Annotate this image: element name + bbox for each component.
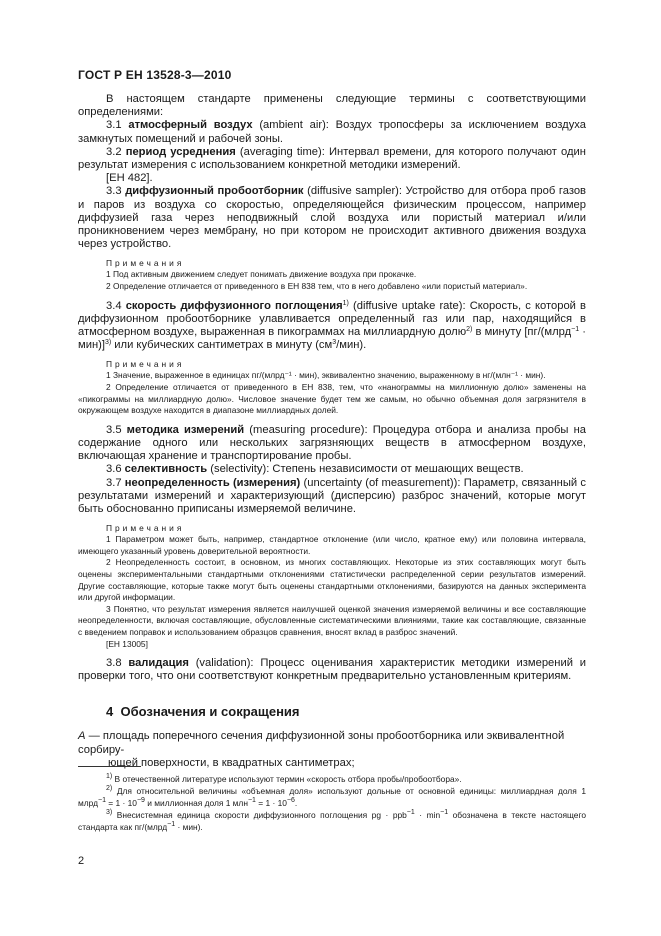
def-number: 3.3 <box>106 185 126 198</box>
exponent: −1 <box>98 797 106 804</box>
note-3-4-2: 2 Определение отличается от приведенного в ЕН 838, тем, что «нанограммы на миллионную долю» заменены на «пикограммы на миллиардную долю». Числовое значение будет тем же самым, но обычно объемная доля загрязнителя в окружающем воздухе находится в диапазоне миллиардных долей. <box>78 382 586 416</box>
definition-3-4 <box>78 300 586 353</box>
def-term: методика измерений <box>126 423 245 436</box>
page-number: 2 <box>78 855 85 867</box>
definition-3-6 <box>78 463 586 476</box>
footnote-text: = 1 · 10 <box>255 798 287 808</box>
notes-label: Примечания <box>106 523 185 534</box>
exponent: −9 <box>136 797 145 804</box>
def-text: в минуту [пг/(млрд <box>472 326 572 339</box>
footnote-2 <box>78 785 586 809</box>
footnote-text: = 1 · 10 <box>105 798 137 808</box>
footnote-ref: 2) <box>466 326 473 334</box>
definition-3-3 <box>78 185 586 251</box>
footnote-text: В отечественной литературе используют термин «скорость отбора пробы/пробоотбора». <box>112 774 462 784</box>
def-text: (selectivity): Степень независимости от мешающих веществ. <box>207 463 524 476</box>
reference-en13005: [ЕН 13005] <box>106 638 148 649</box>
def-text: (uncertainty (of measurement)): Параметр, связанный с результатами измерений и характеризующий (дисперсию) разброс значений, которые могут быть обоснованно приписаны измеряемой величине. <box>78 476 586 516</box>
notes-label: Примечания <box>106 359 185 370</box>
footnote-mark: 3) <box>106 809 113 816</box>
symbol-text-continued: ющей поверхности, в квадратных сантиметрах; <box>108 757 355 770</box>
def-text: (validation): Процесс оценивания характеристик методики измерений и проверки того, что они соответствуют конкретным предварительно установленным критериям. <box>78 657 586 683</box>
footnote-mark: 2) <box>106 785 113 792</box>
def-number: 3.1 <box>106 119 129 132</box>
exponent: −1 <box>247 797 256 804</box>
definition-3-5 <box>78 424 586 464</box>
exponent: −6 <box>286 797 295 804</box>
def-term: селективность <box>124 463 208 476</box>
def-text: (diffusive sampler): Устройство для отбора проб газов и паров из воздуха со скоростью, определяющейся физическим процессом, например диффузией газа через неподвижный слой воздуха или пористый материал и/или проникновением через мембрану, но при котором не происходит активного движения воздуха через устройство. <box>78 185 586 251</box>
def-term: скорость диффузионного поглощения <box>125 299 343 312</box>
section-number: 4 <box>106 704 114 719</box>
section-heading <box>106 704 300 719</box>
def-text: (diffusive uptake rate): Скорость, с которой в диффузионном пробоотборнике улавливается определенный газ или пар, находящийся в атмосферном воздухе, выраженная в пикограммах на миллиардную долю <box>78 299 586 339</box>
note-3-7-1: 1 Параметром может быть, например, стандартное отклонение (или число, кратное ему) или половина интервала, имеющего указанный уровень доверительной вероятности. <box>78 534 586 556</box>
exponent: −1 <box>167 821 176 828</box>
footnote-text: и миллионная доля 1 млн <box>144 798 248 808</box>
def-text: /мин). <box>336 339 367 352</box>
def-term: неопределенность (измерения) <box>124 476 301 489</box>
note-3-7-2: 2 Неопределенность состоит, в основном, из многих составляющих. Некоторые из этих составляющих могут быть оценены экспериментальными стандартными отклонениями статистически распределенной серии результатов измерений. Другие составляющие, которые также могут быть оценены стандартными отклонениями, базируются на данных эксперимента или другой информации. <box>78 557 586 603</box>
def-number: 3.6 <box>106 463 125 476</box>
footnote-mark: 1) <box>106 773 113 780</box>
footnotes <box>78 773 586 833</box>
footnote-text: · мин). <box>175 822 203 832</box>
def-text: · мин)] <box>78 326 586 352</box>
terms-body <box>78 93 586 684</box>
footnote-separator <box>78 766 141 767</box>
def-term: период усреднения <box>125 145 236 158</box>
def-text: (averaging time): Интервал времени, для которого получают один результат измерения с использованием конкретной методики измерений. <box>78 145 586 172</box>
footnote-1 <box>78 773 586 785</box>
definition-3-8 <box>78 657 586 683</box>
footnote-text: · min <box>414 810 441 820</box>
footnote-ref: 3) <box>104 339 112 347</box>
def-number: 3.5 <box>106 423 127 436</box>
def-term: диффузионный пробоотборник <box>125 185 304 198</box>
definition-3-7 <box>78 477 586 517</box>
def-term: атмосферный воздух <box>128 119 253 132</box>
reference-en482: [ЕН 482]. <box>106 172 153 185</box>
footnote-text: Для относительной величины «объемная доля» используют дольные от основной единицы: миллиардная доля 1 млрд <box>78 786 586 808</box>
footnote-text: Внесистемная единица скорости диффузионного поглощения pg · ppb <box>112 810 407 820</box>
standard-header: ГОСТ Р ЕН 13528-3—2010 <box>78 68 232 82</box>
definition-3-2 <box>78 146 586 172</box>
footnote-text: обозначена в тексте настоящего стандарта как пг/(млрд <box>78 810 586 832</box>
note-3-7-3: 3 Понятно, что результат измерения является наилучшей оценкой значения измеряемой величины и все составляющие неопределенности, включая составляющие, обусловленные систематическими влияниями, такие как составляющие, связанные с введением поправок и использованием образцов сравнения, вносят вклад в разброс значений. <box>78 603 586 637</box>
intro-paragraph: В настоящем стандарте применены следующие термины с соответствующими определениями: <box>78 93 586 119</box>
symbol: A <box>78 730 86 742</box>
footnote-ref: 1) <box>342 299 349 307</box>
note-3-3-1: 1 Под активным движением следует понимать движение воздуха при прокачке. <box>106 269 417 280</box>
exponent: −1 <box>406 809 415 816</box>
def-number: 3.8 <box>106 657 129 670</box>
symbol-text: площадь поперечного сечения диффузионной зоны пробоотборника или эквивалентной сорбиру- <box>78 730 565 756</box>
note-3-3-2: 2 Определение отличается от приведенного в ЕН 838 тем, что в него добавлено «или пористый материал». <box>106 281 528 292</box>
exponent: −1 <box>571 326 580 334</box>
symbol-definition-a <box>78 730 586 771</box>
notes-label: Примечания <box>106 258 185 269</box>
footnote-text: . <box>294 798 298 808</box>
def-text: (ambient air): Воздух тропосферы за исключением воздуха замкнутых помещений и рабочей зоны. <box>78 119 586 145</box>
exponent: −1 <box>440 809 449 816</box>
exponent: 3 <box>332 339 337 347</box>
footnote-3 <box>78 809 586 833</box>
def-number: 3.7 <box>106 476 125 489</box>
def-number: 3.2 <box>106 145 126 158</box>
definition-3-1 <box>78 119 586 145</box>
def-term: валидация <box>128 657 189 670</box>
def-number: 3.4 <box>106 299 126 312</box>
section-title: Обозначения и сокращения <box>120 704 300 719</box>
symbol-dash: — <box>85 730 103 742</box>
def-text: (measuring procedure): Процедура отбора и анализа пробы на содержание одного или нескольких загрязняющих веществ в атмосферном воздухе, включающая хранение и транспортирование пробы. <box>78 423 586 463</box>
def-text: или кубических сантиметрах в минуту (см <box>111 339 333 352</box>
note-3-4-1: 1 Значение, выраженное в единицах пг/(млрд⁻¹ · мин), эквивалентно значению, выраженному в нг/(млн⁻¹ · мин). <box>106 370 546 381</box>
